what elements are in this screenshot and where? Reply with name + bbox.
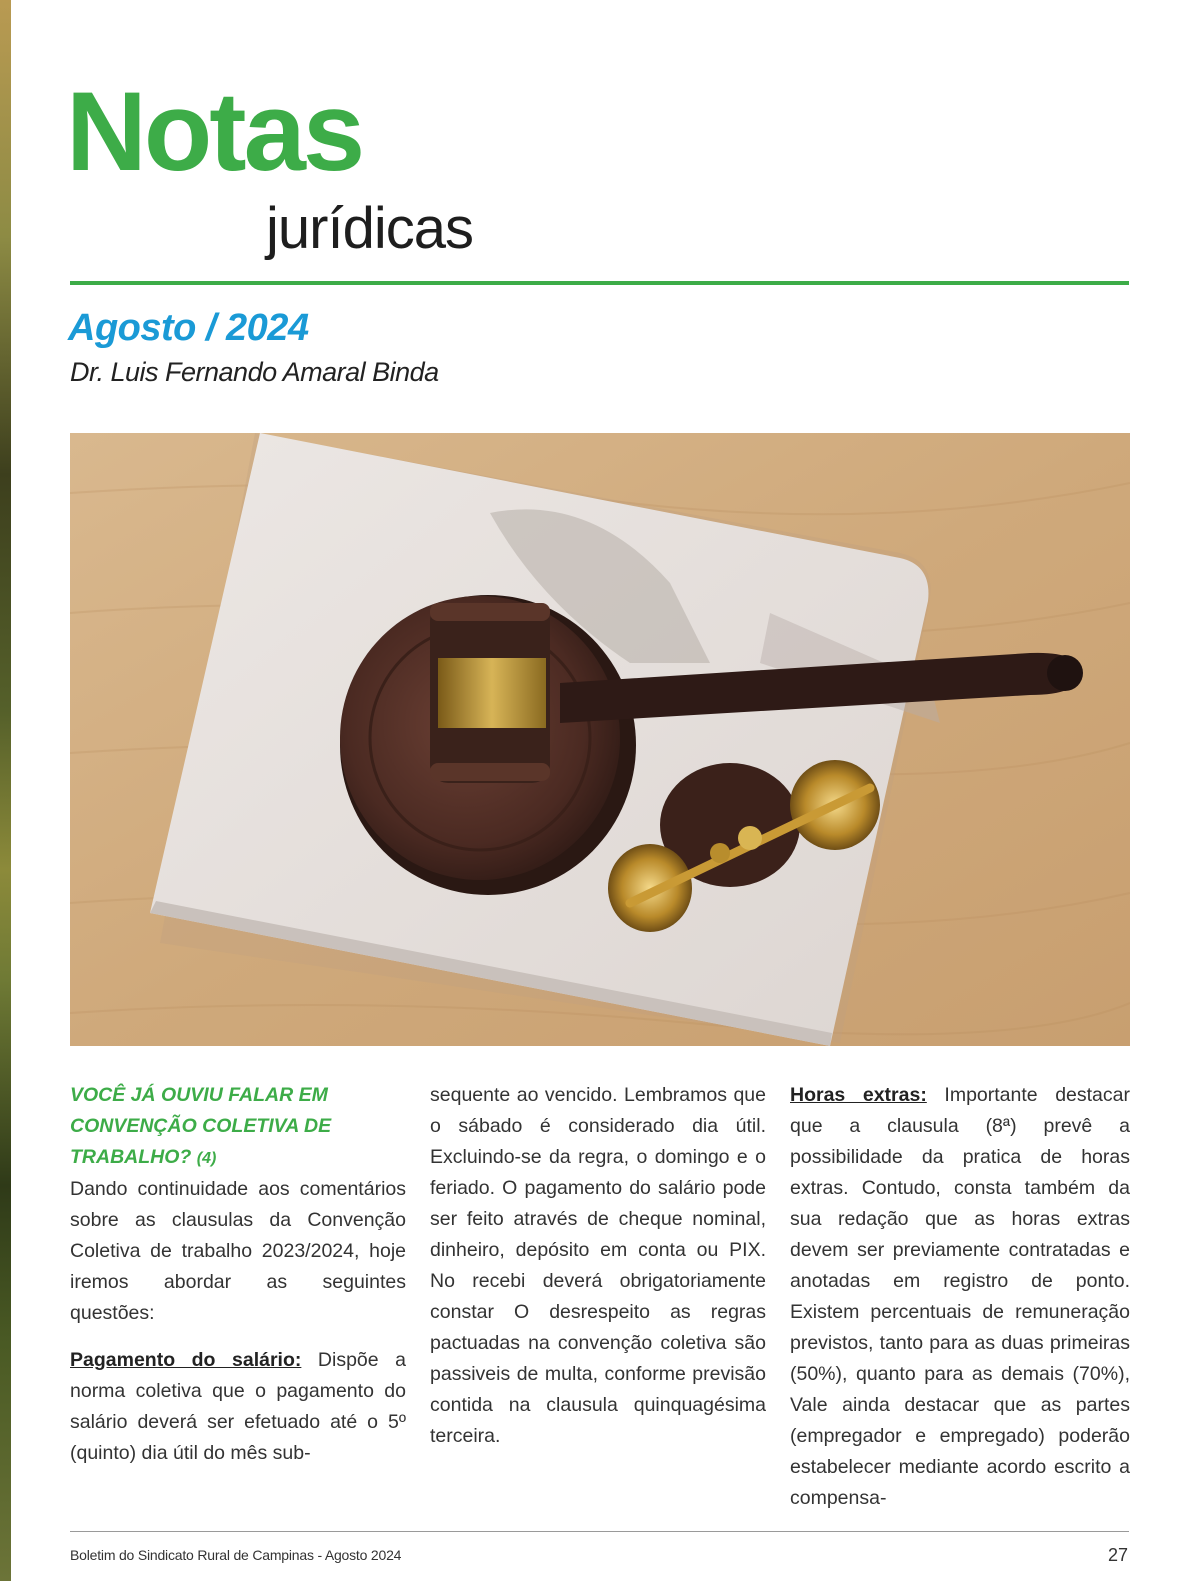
article-column-2: [430, 1080, 766, 1452]
page-subtitle: jurídicas: [266, 196, 473, 261]
article-column-3: [790, 1080, 1130, 1514]
page-title: Notas: [66, 69, 363, 194]
footer-publication: Boletim do Sindicato Rural de Campinas - Agosto 2024: [70, 1547, 402, 1563]
author-name: Dr. Luis Fernando Amaral Binda: [70, 357, 439, 387]
section-overtime-text: Importante destacar que a clausula (8ª) prevê a possibilidade da pratica de horas extras. Contudo, consta também da sua redação que as horas extras devem ser previamente contratadas e anotadas em registro de ponto. Existem percentuais de remuneração previstos, tanto para as duas primeiras (50%), quanto para as demais (70%), Vale ainda destacar que as partes (empregador e empregado) poderão estabelecer mediante acordo escrito a compensa-: [790, 1084, 1130, 1509]
gavel-and-scales-photo: [70, 433, 1130, 1046]
section-salary-text-part1: Dispõe a norma coletiva que o pagamento do salário deverá ser efetuado até o 5º (quinto) dia útil do mês sub-: [70, 1349, 407, 1464]
headline-text: VOCÊ JÁ OUVIU FALAR EM CONVENÇÃO COLETIVA DE TRABALHO?: [70, 1084, 332, 1168]
headline-tag: (4): [196, 1150, 217, 1167]
title-divider: [70, 281, 1129, 285]
section-overtime: [790, 1080, 1130, 1514]
footer-divider: [70, 1531, 1129, 1532]
section-salary-start: [70, 1345, 406, 1469]
article-column-1: [70, 1080, 406, 1469]
section-salary-label: Pagamento do salário:: [70, 1349, 302, 1371]
issue-date: Agosto / 2024: [68, 307, 309, 349]
article-body: [70, 1080, 1130, 1510]
article-headline: [70, 1080, 406, 1174]
page-edge-decoration: [0, 0, 11, 1581]
section-salary-text-part2: sequente ao vencido. Lembramos que o sábado é considerado dia útil. Excluindo-se da regra, o domingo e o feriado. O pagamento do salário pode ser feito através de cheque nominal, dinheiro, depósito em conta ou PIX. No recebi deverá obrigatoriamente constar O desrespeito as regras pactuadas na convenção coletiva são passiveis de multa, conforme previsão contida na clausula quinquagésima terceira.: [430, 1084, 766, 1447]
article-intro: Dando continuidade aos comentários sobre as clausulas da Convenção Coletiva de trabalho 2023/2024, hoje iremos abordar as seguintes questões:: [70, 1178, 406, 1324]
page-number: 27: [1107, 1545, 1128, 1565]
section-overtime-label: Horas extras:: [790, 1084, 927, 1106]
